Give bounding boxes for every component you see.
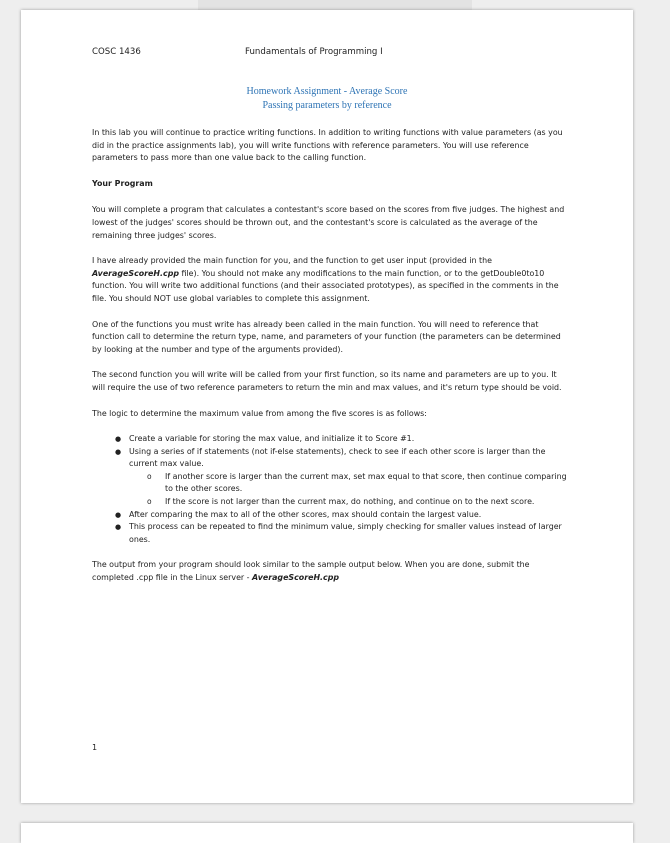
provided-code-text-start: I have already provided the main function for you, and the function to get user input (provided in the	[92, 256, 492, 266]
sub-list-item-text: If the score is not larger than the current max, do nothing, and continue on to the next score.	[165, 497, 535, 507]
assignment-title	[21, 85, 633, 113]
document-page	[21, 10, 633, 803]
document-body	[92, 127, 567, 598]
list-item	[92, 446, 567, 509]
sub-list-item-text: If another score is larger than the current max, set max equal to that score, then continue comparing to the other scores.	[165, 471, 567, 494]
sub-list-item	[92, 496, 567, 509]
first-function-paragraph: One of the functions you must write has already been called in the main function. You will need to reference that function call to determine the return type, name, and parameters of your function (the parameters can be determined by looking at the number and type of the arguments provided).	[92, 319, 561, 354]
bullet-icon: ●	[115, 435, 122, 444]
circle-bullet-icon: o	[147, 497, 152, 507]
list-item-text: After comparing the max to all of the other scores, max should contain the largest value.	[129, 509, 482, 519]
source-filename: AverageScoreH.cpp	[92, 268, 179, 278]
closing-paragraph	[92, 559, 567, 584]
list-item-text: Create a variable for storing the max value, and initialize it to Score #1.	[129, 434, 415, 444]
logic-steps-list	[92, 433, 567, 546]
course-subject: Fundamentals of Programming I	[245, 47, 383, 57]
list-item	[92, 509, 567, 522]
submit-filename: AverageScoreH.cpp	[252, 573, 340, 583]
intro-paragraph: In this lab you will continue to practice writing functions. In addition to writing functions with value parameters (as you did in the practice assignments lab), you will write functions with reference parameters. You will use reference parameters to pass more than one value back to the calling function.	[92, 128, 563, 163]
provided-code-text-end: file). You should not make any modifications to the main function, or to the getDouble0to10 function. You will write two additional functions (and their associated prototypes), as specified in the comments in the file. You should NOT use global variables to complete this assignment.	[92, 268, 559, 303]
bullet-icon: ●	[115, 510, 122, 519]
program-description-paragraph: You will complete a program that calculates a contestant's score based on the scores from five judges. The highest and lowest of the judges' scores should be thrown out, and the contestant's score is calculated as the average of the remaining three judges' scores.	[92, 205, 565, 240]
bullet-icon: ●	[115, 447, 122, 456]
viewer-top-strip	[198, 0, 472, 10]
page-number: 1	[92, 743, 98, 752]
logic-intro-paragraph: The logic to determine the maximum value from among the five scores is as follows:	[92, 408, 427, 418]
title-line-2: Passing parameters by reference	[262, 100, 392, 111]
bullet-icon: ●	[115, 523, 122, 532]
list-item	[92, 433, 567, 446]
title-line-1: Homework Assignment - Average Score	[246, 86, 408, 97]
list-item-text: Using a series of if statements (not if-else statements), check to see if each other score is larger than the current max value.	[129, 446, 546, 469]
provided-code-paragraph	[92, 255, 567, 305]
list-item	[92, 521, 567, 546]
sub-list-item	[92, 471, 567, 496]
next-page-edge	[21, 823, 633, 843]
sub-steps-list	[129, 471, 567, 509]
second-function-paragraph: The second function you will write will be called from your first function, so its name and parameters are up to you. It will require the use of two reference parameters to return the min and max values, and it's return type should be void.	[92, 370, 562, 392]
list-item-text: This process can be repeated to find the minimum value, simply checking for smaller values instead of larger ones.	[129, 522, 562, 544]
closing-text: The output from your program should look similar to the sample output below. When you are done, submit the completed .cpp file in the Linux server -	[92, 560, 530, 583]
circle-bullet-icon: o	[147, 471, 152, 481]
course-code: COSC 1436	[92, 47, 141, 57]
section-heading: Your Program	[92, 178, 153, 188]
